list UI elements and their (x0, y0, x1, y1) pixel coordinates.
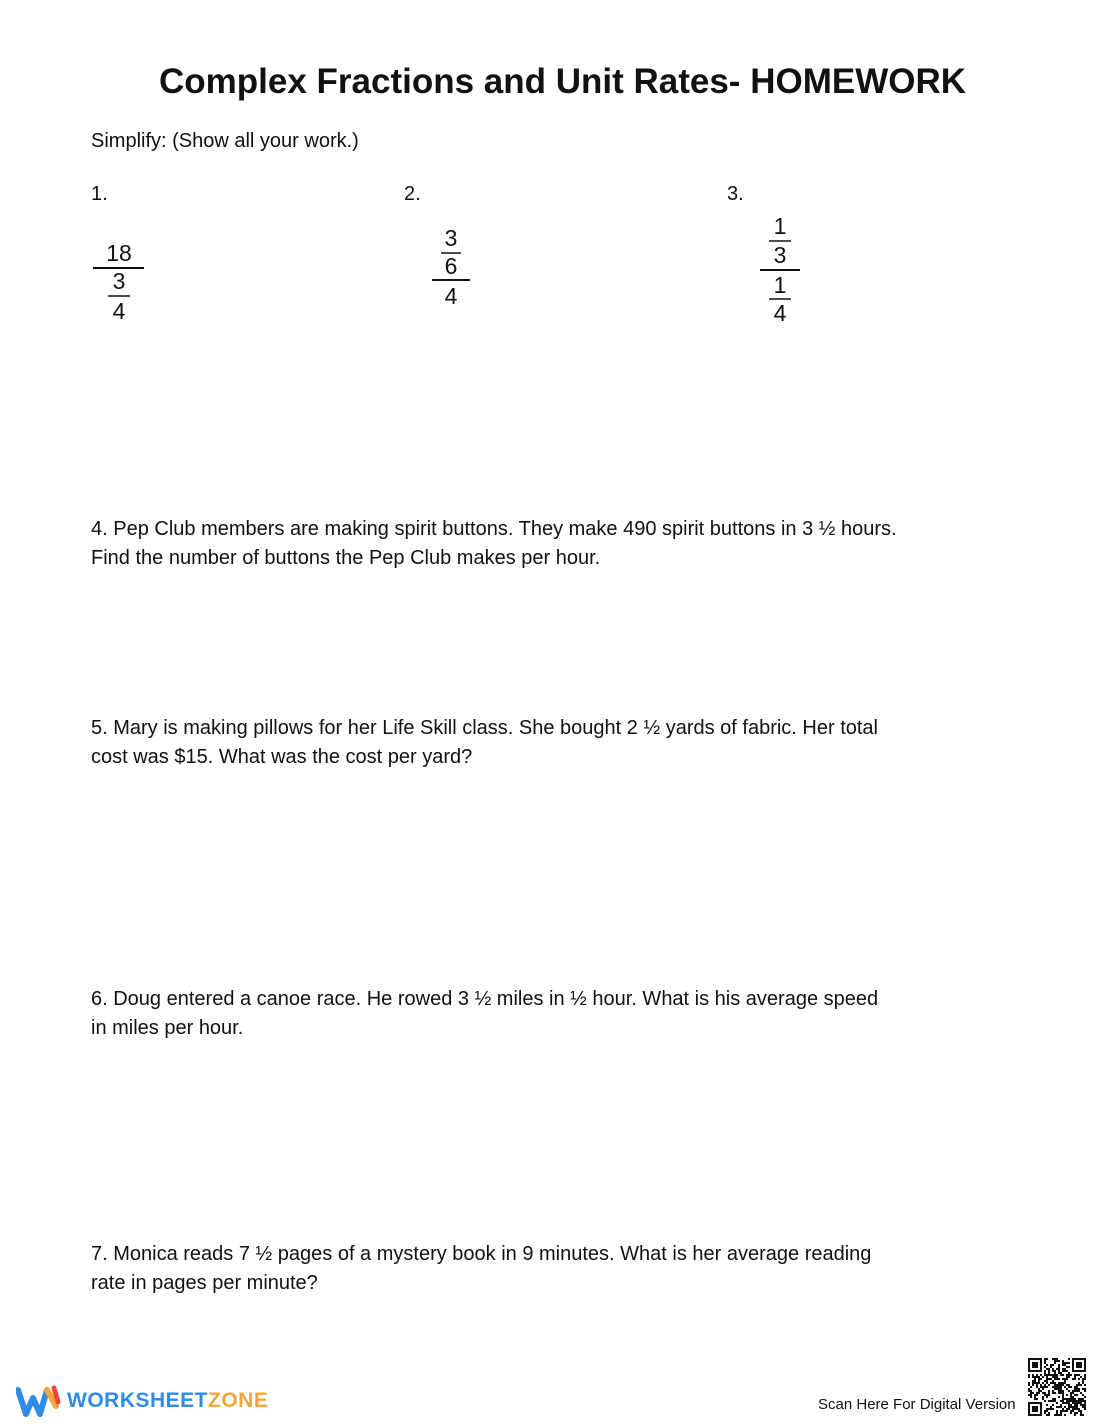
word-problem-5 (91, 714, 991, 772)
complex-fraction-3 (757, 210, 803, 326)
brand-name (67, 1389, 268, 1413)
brand-name-second: ZONE (208, 1389, 269, 1412)
qr-code-icon[interactable] (1028, 1358, 1086, 1416)
problem-1-number: 1. (91, 183, 108, 205)
page-title: Complex Fractions and Unit Rates- HOMEWORK (158, 62, 967, 101)
fraction-2-numerator-num: 3 (444, 225, 458, 251)
worksheetzone-logo[interactable] (16, 1384, 268, 1418)
word-problem-7-line-2: rate in pages per minute? (91, 1272, 318, 1294)
problem-2-number: 2. (404, 183, 421, 205)
word-problem-7-line-1: 7. Monica reads 7 ½ pages of a mystery book in 9 minutes. What is her average reading (91, 1243, 872, 1265)
word-problem-5-line-1: 5. Mary is making pillows for her Life Skill class. She bought 2 ½ yards of fabric. Her total (91, 717, 879, 739)
word-problem-4 (91, 515, 991, 573)
word-problem-6 (91, 985, 991, 1043)
fraction-3-denominator-num: 1 (773, 272, 787, 298)
complex-fraction-2 (428, 224, 474, 310)
word-problem-7 (91, 1240, 991, 1298)
brand-name-first: WORKSHEET (67, 1389, 208, 1412)
fraction-3-numerator-den: 3 (773, 242, 787, 268)
word-problem-6-line-2: in miles per hour. (91, 1017, 244, 1039)
fraction-3-denominator-den: 4 (773, 300, 787, 326)
instruction-text: Simplify: (Show all your work.) (91, 130, 359, 152)
fraction-2-denominator: 4 (444, 283, 458, 309)
word-problem-4-line-2: Find the number of buttons the Pep Club makes per hour. (91, 547, 601, 569)
fraction-1-denominator-den: 4 (112, 298, 126, 324)
fraction-3-numerator-num: 1 (773, 213, 787, 239)
problem-3-number: 3. (727, 183, 744, 205)
word-problem-4-line-1: 4. Pep Club members are making spirit buttons. They make 490 spirit buttons in 3 ½ hours. (91, 518, 897, 540)
fraction-1-denominator-num: 3 (112, 268, 126, 294)
worksheetzone-logo-icon (16, 1384, 62, 1418)
scan-instruction: Scan Here For Digital Version (818, 1396, 1016, 1413)
fraction-1-numerator: 18 (106, 240, 132, 266)
word-problem-5-line-2: cost was $15. What was the cost per yard? (91, 746, 473, 768)
complex-fraction-1 (90, 234, 150, 326)
word-problem-6-line-1: 6. Doug entered a canoe race. He rowed 3 ½ miles in ½ hour. What is his average speed (91, 988, 879, 1010)
fraction-2-numerator-den: 6 (444, 253, 458, 279)
